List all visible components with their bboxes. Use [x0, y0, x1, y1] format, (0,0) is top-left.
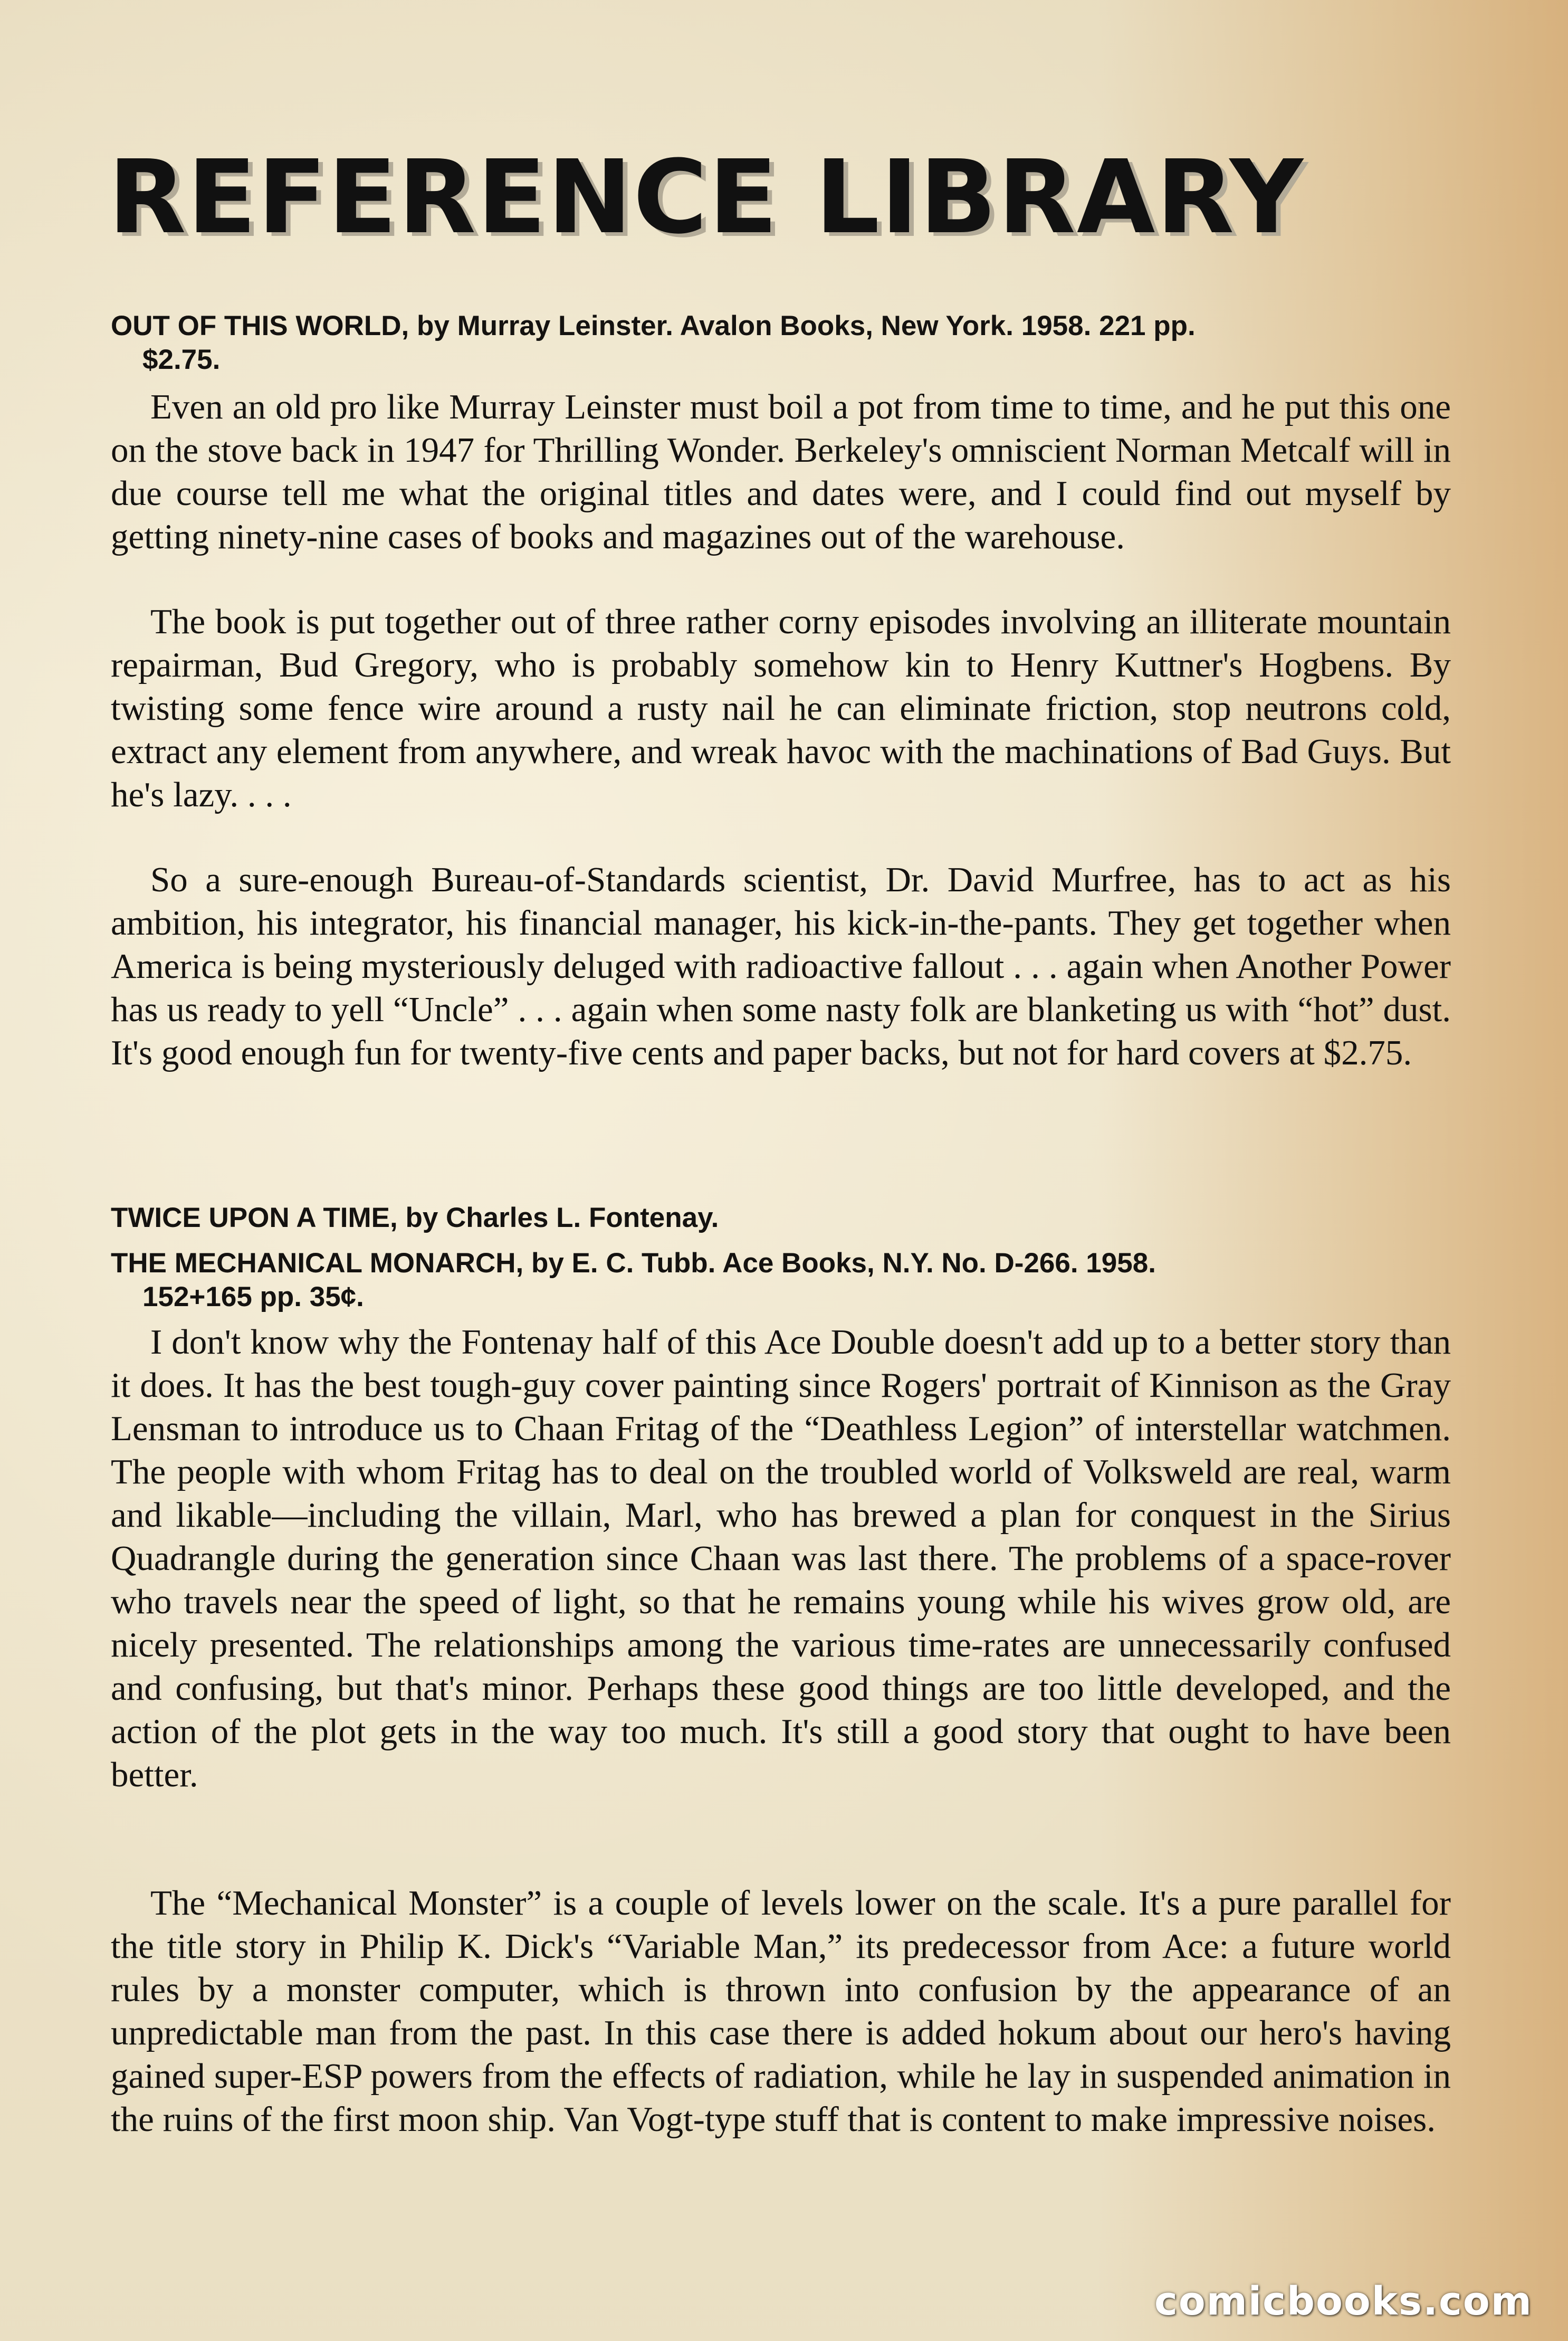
citation-line-continued: 152+165 pp. 35¢.	[142, 1281, 364, 1312]
citation-line: THE MECHANICAL MONARCH, by E. C. Tubb. Ace Books, N.Y. No. D-266. 1958.	[111, 1248, 1156, 1279]
review-paragraph: The book is put together out of three rather corny episodes involving an illiterate mountain repairman, Bud Gregory, who is probably somehow kin to Henry Kuttner's Hogbens. By twisting some fence wire around a rusty nail he can eliminate friction, stop neutrons cold, extract any element from anywhere, and wreak havoc with the machinations of Bad Guys. But he's lazy. . . .	[111, 602, 1451, 814]
book-citation	[111, 309, 1451, 377]
site-watermark: comicbooks.com	[1154, 2279, 1533, 2324]
citation-line: TWICE UPON A TIME, by Charles L. Fontenay.	[111, 1202, 719, 1233]
book-citation	[111, 1201, 1451, 1235]
section-heading: REFERENCE LIBRARY	[108, 139, 1304, 256]
book-citation	[111, 1246, 1451, 1314]
review-paragraph: The “Mechanical Monster” is a couple of levels lower on the scale. It's a pure parallel for the title story in Philip K. Dick's “Variable Man,” its predecessor from Ace: a future world rules by a monster computer, which is thrown into confusion by the appearance of an unpredictable man from the past. In this case there is added hokum about our hero's having gained super-ESP powers from the effects of radiation, while he lay in suspended animation in the ruins of the first moon ship. Van Vogt-type stuff that is content to make impressive noises.	[111, 1883, 1451, 2139]
review-paragraph: Even an old pro like Murray Leinster must boil a pot from time to time, and he put this one on the stove back in 1947 for Thrilling Wonder. Berkeley's omniscient Norman Metcalf will in due course tell me what the original titles and dates were, and I could find out myself by getting ninety-nine cases of books and magazines out of the warehouse.	[111, 387, 1451, 556]
review-paragraph: I don't know why the Fontenay half of this Ace Double doesn't add up to a better story than it does. It has the best tough-guy cover painting since Rogers' portrait of Kinnison as the Gray Lensman to introduce us to Chaan Fritag of the “Deathless Legion” of interstellar watchmen. The people with whom Fritag has to deal on the troubled world of Volksweld are real, warm and likable—including the villain, Marl, who has brewed a plan for conquest in the Sirius Quadrangle during the generation since Chaan was last there. The problems of a space-rover who travels near the speed of light, so that he remains young while his wives grow old, are nicely presented. The relationships among the various time-rates are unnecessarily confused and confusing, but that's minor. Perhaps these good things are too little developed, and the action of the plot gets in the way too much. It's still a good story that ought to have been better.	[111, 1322, 1451, 1794]
review-paragraph: So a sure-enough Bureau-of-Standards scientist, Dr. David Murfree, has to act as his ambition, his integrator, his financial manager, his kick-in-the-pants. They get together when America is being mysteriously deluged with radioactive fallout . . . again when Another Power has us ready to yell “Uncle” . . . again when some nasty folk are blanketing us with “hot” dust. It's good enough fun for twenty-five cents and paper backs, but not for hard covers at $2.75.	[111, 860, 1451, 1072]
citation-line-continued: $2.75.	[142, 344, 221, 375]
citation-line: OUT OF THIS WORLD, by Murray Leinster. Avalon Books, New York. 1958. 221 pp.	[111, 310, 1196, 341]
